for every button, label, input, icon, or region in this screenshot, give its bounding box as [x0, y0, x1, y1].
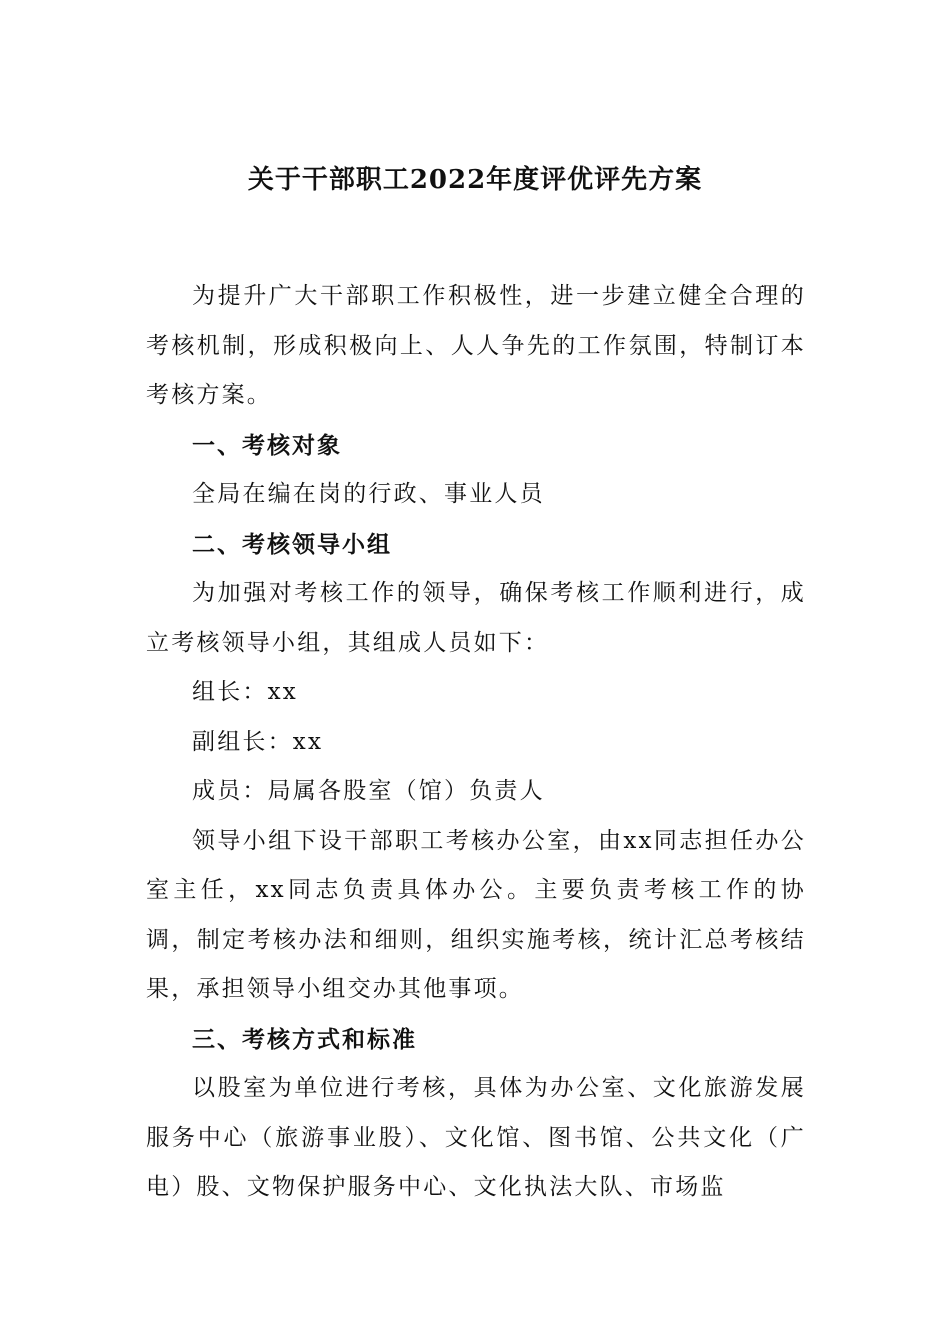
document-title: 关于干部职工2022年度评优评先方案 — [247, 165, 703, 195]
paragraph-leadership: 为加强对考核工作的领导，确保考核工作顺利进行，成立考核领导小组，其组成人员如下： — [146, 580, 806, 656]
paragraph-leader: 组长：xx — [192, 679, 298, 705]
section-heading-2: 二、考核领导小组 — [192, 530, 392, 558]
paragraph-target: 全局在编在岗的行政、事业人员 — [192, 481, 545, 507]
document-body — [146, 272, 806, 1213]
section-heading-1: 一、考核对象 — [192, 431, 342, 459]
paragraph-members: 成员：局属各股室（馆）负责人 — [192, 778, 545, 804]
paragraph-intro: 为提升广大干部职工作积极性，进一步建立健全合理的考核机制，形成积极向上、人人争先的工作氛围，特制订本考核方案。 — [146, 283, 806, 408]
paragraph-office: 领导小组下设干部职工考核办公室，由xx同志担任办公室主任，xx同志负责具体办公。主要负责考核工作的协调，制定考核办法和细则，组织实施考核，统计汇总考核结果，承担领导小组交办其他事项。 — [146, 827, 806, 1002]
paragraph-deputy-leader: 副组长：xx — [192, 728, 324, 755]
paragraph-method: 以股室为单位进行考核，具体为办公室、文化旅游发展服务中心（旅游事业股）、文化馆、图书馆、公共文化（广电）股、文物保护服务中心、文化执法大队、市场监 — [146, 1075, 806, 1200]
section-heading-3: 三、考核方式和标准 — [192, 1025, 417, 1053]
